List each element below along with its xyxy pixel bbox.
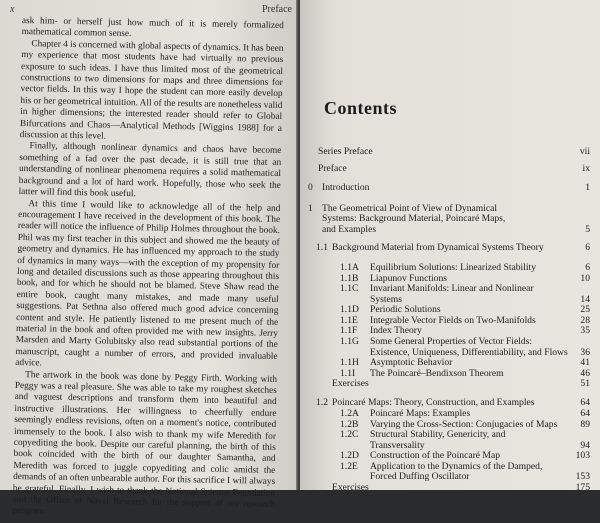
toc-entry-page: 6 bbox=[585, 262, 590, 273]
toc-entry-title: and Examples bbox=[322, 224, 377, 235]
toc-entry-page: 36 bbox=[580, 347, 590, 358]
toc-entry-title: Construction of the Poincaré Map bbox=[370, 450, 501, 461]
toc-entry-title: Integrable Vector Fields on Two-Manifolds bbox=[370, 315, 536, 326]
toc-entry-page: ix bbox=[582, 163, 590, 174]
toc-entry-number: 1.2C bbox=[340, 429, 359, 440]
toc-entry-page: 5 bbox=[585, 224, 590, 235]
toc-entry-page: 28 bbox=[580, 315, 590, 326]
toc-entry-title: The Poincaré–Bendixson Theorem bbox=[370, 368, 504, 379]
toc-entry-title: Preface bbox=[318, 163, 347, 174]
toc-entry-title: Invariant Manifolds: Linear and Nonlinear bbox=[370, 283, 534, 294]
toc-entry-title: Index Theory bbox=[370, 325, 422, 336]
toc-entry-title: Existence, Uniqueness, Differentiability, and Flows bbox=[370, 347, 568, 358]
toc-entry-title: Varying the Cross-Section: Conjugacies of Maps bbox=[370, 419, 558, 430]
toc-entry-page: 35 bbox=[580, 325, 590, 336]
toc-entry-title: Poincaré Maps: Examples bbox=[370, 408, 471, 419]
toc-entry-title: Some General Properties of Vector Fields: bbox=[370, 336, 533, 347]
toc-entry-page: 64 bbox=[580, 408, 590, 419]
toc-entry-number: 1.1G bbox=[340, 336, 359, 347]
toc-entry-title: Exercises bbox=[332, 378, 369, 389]
toc-entry-page: 103 bbox=[575, 450, 590, 461]
toc-entry-page: 46 bbox=[580, 368, 590, 379]
preface-text bbox=[12, 16, 284, 523]
toc-entry-page: 6 bbox=[585, 242, 590, 253]
toc-entry-title: Structural Stability, Genericity, and bbox=[370, 429, 506, 440]
toc-entry-page: 94 bbox=[580, 440, 590, 451]
toc-entry-number: 1.2D bbox=[340, 450, 359, 461]
toc-entry-number: 1.1A bbox=[340, 262, 359, 273]
toc-entry-number: 1.2A bbox=[340, 408, 359, 419]
toc-entry-page: 10 bbox=[580, 273, 590, 284]
right-page bbox=[300, 0, 600, 493]
toc-entry-number: 1.1D bbox=[340, 304, 359, 315]
left-page bbox=[0, 0, 298, 518]
toc-entry-number: 1.1F bbox=[340, 325, 358, 336]
toc-entry-number: 1.1C bbox=[340, 283, 359, 294]
toc-entry-page: 175 bbox=[575, 482, 590, 493]
paragraph: Chapter 4 is concerned with global aspects of dynamics. It has been my experience that most students have had virtually no previous exposure to such ideas. I have thus limited most of the geometrical constructions to two dimensions for maps and three dimensions for vector fields. In this way I hope the student can more easily develop his or her geometrical intuition. All of the results are nonetheless valid in higher dimensions; the interested reader should refer to Global Bifurcations and Chaos—Analytical Methods [Wiggins 1988] for a discussion at this level. bbox=[19, 39, 284, 142]
paragraph: Finally, although nonlinear dynamics and chaos have become something of a fad over the past decade, it is still true that an understanding of nonlinear phenomena requires a solid mathematical background and a lot of hard work. Hopefully, those who seek the latter will find this book useful. bbox=[18, 141, 282, 200]
toc-entry-title: The Geometrical Point of View of Dynamical bbox=[322, 203, 498, 214]
toc-entry-page: 51 bbox=[580, 378, 590, 389]
toc-entry-title: Background Material from Dynamical Systems Theory bbox=[332, 242, 544, 253]
paragraph: At this time I would like to acknowledge all of the help and encouragement I have received in the development of this book. The reader will notice the influence of Philip Holmes throughout the book. Phil was my first teacher in this subject and showed me the beauty of geometry and dynamics. He has influenced my approach to the study of dynamics in many ways—with the exception of my propensity for long and detailed discussions such as those appearing throughout this book, and for which he should not be blamed. Steve Shaw read the entire book, caught many mistakes, and made many useful suggestions. Pat Sethna also offered much good advice concerning content and style. He patiently listened to me present much of the material in the book and often provided me with new insights. Jerry Marsden and Marty Golubitsky also read substantial portions of the manuscript, caught a number of errors, and provided invaluable advice. bbox=[15, 198, 281, 369]
toc-entry-number: 1.2B bbox=[340, 419, 359, 430]
table-of-contents bbox=[300, 0, 600, 493]
toc-entry-number: 1.1 bbox=[316, 242, 328, 253]
toc-entry-page: 41 bbox=[580, 357, 590, 368]
toc-entry-title: Introduction bbox=[322, 182, 370, 193]
toc-entry-title: Application to the Dynamics of the Damped, bbox=[370, 461, 543, 472]
toc-entry-title: Periodic Solutions bbox=[370, 304, 441, 315]
toc-entry-title: Exercises bbox=[332, 482, 369, 493]
toc-entry-title: Forced Duffing Oscillator bbox=[370, 471, 470, 482]
toc-entry-page: 89 bbox=[580, 419, 590, 430]
paragraph: The artwork in the book was done by Peggy Firth. Working with Peggy was a real pleasure. She was able to take my roughest sketches and vaguest descriptions and transform them into beautiful and instructive illustrations. Her willingness to cheerfully endure seemingly endless revisions, often on a moment's notice, contributed immensely to the book. I also wish to thank my wife Meredith for copyediting the book. Despite our careful planning, the birth of this book coincided with the birth of our daughter Samantha, and Meredith was forced to juggle copyediting and colic amidst the demands of an often unbearable author. For this sacrifice I will always be grateful. Finally, I wish to thank the National Science Foundation and the Office of Naval Research for the support of my research program. bbox=[12, 369, 278, 518]
toc-entry-page: 64 bbox=[580, 397, 590, 408]
toc-entry-title: Liapunov Functions bbox=[370, 273, 448, 284]
toc-entry-number: 1 bbox=[308, 203, 313, 214]
running-title: Preface bbox=[262, 4, 292, 15]
toc-entry-title: Poincaré Maps: Theory, Construction, and Examples bbox=[332, 397, 535, 408]
toc-entry-number: 1.1H bbox=[340, 357, 359, 368]
toc-entry-title: Systems: Background Material, Poincaré Maps, bbox=[322, 213, 506, 224]
toc-entry-page: vii bbox=[579, 146, 590, 157]
toc-entry-number: 1.2 bbox=[316, 397, 328, 408]
toc-entry-title: Transversality bbox=[370, 440, 425, 451]
contents-title: Contents bbox=[324, 98, 398, 118]
toc-entry-number: 1.2E bbox=[340, 461, 358, 472]
toc-entry-title: Equilibrium Solutions: Linearized Stability bbox=[370, 262, 537, 273]
toc-entry-number: 1.1I bbox=[340, 368, 356, 379]
toc-entry-title: Series Preface bbox=[318, 146, 373, 157]
paragraph: ask him- or herself just how much of it is merely formalized mathematical common sense. bbox=[21, 16, 284, 40]
toc-entry-page: 1 bbox=[585, 182, 590, 193]
toc-entry-number: 1.1E bbox=[340, 315, 358, 326]
toc-entry-page: 14 bbox=[580, 294, 590, 305]
toc-entry-page: 153 bbox=[575, 471, 590, 482]
page-number: x bbox=[10, 4, 15, 15]
toc-entry-number: 0 bbox=[308, 182, 313, 193]
toc-entry-page: 25 bbox=[580, 304, 590, 315]
toc-entry-title: Asymptotic Behavior bbox=[370, 357, 453, 368]
toc-entry-title: Systems bbox=[370, 294, 402, 305]
toc-entry-number: 1.1B bbox=[340, 273, 359, 284]
